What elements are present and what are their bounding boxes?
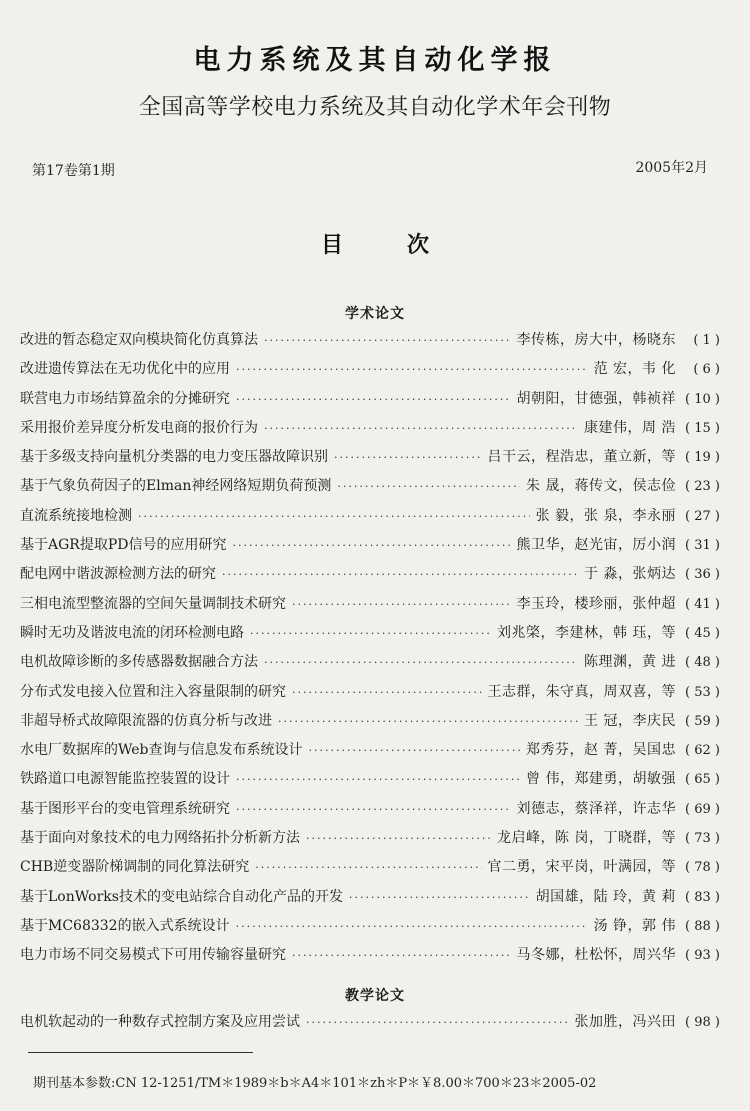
toc-entry-title: CHB逆变器阶梯调制的同化算法研究 [20, 859, 250, 876]
toc-entry[interactable] [20, 385, 720, 414]
toc-entry-title: 基于AGR提取PD信号的应用研究 [20, 537, 227, 554]
toc-entry[interactable] [20, 326, 720, 355]
dot-leader [309, 736, 521, 765]
toc-entry-page: ( 98 ) [685, 1015, 720, 1030]
toc-entry[interactable] [20, 619, 720, 648]
toc-entry-authors: 汤 铮，郭 伟 [593, 917, 676, 934]
toc-entry[interactable] [20, 707, 720, 736]
toc-entry-title: 基于气象负荷因子的Elman神经网络短期负荷预测 [20, 478, 332, 495]
toc-entry-authors: 熊卫华，赵光宙，厉小润 [516, 537, 676, 554]
toc-entry-authors: 范 宏，韦 化 [593, 361, 676, 378]
toc-entry-page: ( 10 ) [685, 391, 720, 407]
toc-entry-page: ( 53 ) [685, 684, 720, 700]
section-heading-academic: 学术论文 [345, 306, 405, 322]
toc-entry-authors: 官二勇，宋平岗，叶满园，等 [487, 859, 676, 876]
toc-entry-page: ( 31 ) [685, 538, 720, 554]
toc-entry[interactable] [20, 502, 720, 531]
toc-entry[interactable] [20, 590, 720, 619]
toc-entry-authors: 于 淼，张炳达 [584, 566, 676, 583]
toc-entry-authors: 刘德志，蔡泽祥，许志华 [516, 800, 676, 817]
toc-entry-title: 基于图形平台的变电管理系统研究 [20, 800, 230, 817]
toc-entry-authors: 曾 伟，郑建勇，胡敏强 [526, 771, 676, 788]
dot-leader [337, 472, 520, 501]
toc-list-academic [20, 326, 720, 971]
toc-entry[interactable] [20, 648, 720, 677]
toc-entry-title: 电力市场不同交易模式下可用传输容量研究 [20, 947, 286, 964]
toc-entry[interactable] [20, 941, 720, 970]
toc-entry-title: 铁路道口电源智能监控装置的设计 [20, 771, 230, 788]
toc-entry[interactable] [20, 853, 720, 882]
dot-leader [292, 590, 511, 619]
toc-entry-title: 电机软起动的一种数存式控制方案及应用尝试 [20, 1014, 300, 1030]
toc-list-teaching [20, 1008, 720, 1037]
dot-leader [236, 385, 511, 414]
toc-entry-authors: 胡国雄，陆 玲，黄 莉 [535, 888, 676, 905]
toc-entry-authors: 李传栋，房大中，杨晓东 [516, 332, 676, 348]
toc-entry-authors: 张加胜，冯兴田 [574, 1014, 676, 1030]
toc-entry-page: ( 93 ) [685, 948, 720, 964]
toc-entry-title: 电机故障诊断的多传感器数据融合方法 [20, 654, 258, 671]
toc-entry-page: ( 36 ) [685, 567, 720, 583]
dot-leader [292, 678, 482, 707]
dot-leader [264, 648, 578, 677]
toc-entry-page: ( 83 ) [685, 889, 720, 905]
toc-entry-title: 分布式发电接入位置和注入容量限制的研究 [20, 683, 286, 700]
toc-entry-page: ( 15 ) [685, 420, 720, 436]
toc-entry-title: 基于MC68332的嵌入式系统设计 [20, 917, 230, 934]
toc-entry[interactable] [20, 736, 720, 765]
toc-entry-authors: 王志群，朱守真，周双喜，等 [487, 683, 676, 700]
toc-entry-authors: 李玉玲，楼珍丽，张仲超 [516, 595, 676, 612]
toc-entry-authors: 陈理渊，黄 进 [584, 654, 676, 671]
toc-entry[interactable] [20, 531, 720, 560]
toc-entry[interactable] [20, 355, 720, 384]
toc-entry-authors: 马冬娜，杜松怀，周兴华 [516, 947, 676, 964]
dot-leader [236, 765, 520, 794]
toc-entry-page: ( 78 ) [685, 860, 720, 876]
journal-title: 电力系统及其自动化学报 [193, 45, 557, 76]
section-heading-teaching: 教学论文 [345, 988, 405, 1004]
toc-entry-authors: 朱 晟，蒋传文，侯志俭 [526, 478, 676, 495]
toc-entry-page: ( 27 ) [685, 508, 720, 524]
dot-leader [349, 883, 530, 912]
toc-entry-page: ( 69 ) [685, 801, 720, 817]
toc-entry-title: 改进遗传算法在无功优化中的应用 [20, 361, 230, 378]
dot-leader [236, 795, 511, 824]
toc-entry-page: ( 48 ) [685, 655, 720, 671]
toc-entry-title: 基于LonWorks技术的变电站综合自动化产品的开发 [20, 888, 343, 905]
toc-entry-authors: 龙启峰，陈 岗，丁晓群，等 [497, 830, 676, 847]
toc-entry[interactable] [20, 678, 720, 707]
issue-date: 2005年2月 [635, 160, 708, 176]
dot-leader [306, 824, 491, 853]
toc-entry[interactable] [20, 883, 720, 912]
toc-entry-page: ( 41 ) [685, 596, 720, 612]
toc-entry-title: 改进的暂态稳定双向模块简化仿真算法 [20, 332, 258, 348]
toc-entry[interactable] [20, 414, 720, 443]
dot-leader [306, 1008, 569, 1037]
toc-entry-page: ( 88 ) [685, 918, 720, 934]
toc-title: 目次 [320, 232, 493, 258]
toc-entry-page: ( 23 ) [685, 479, 720, 495]
toc-entry-authors: 刘兆棨，李建林，韩 珏，等 [497, 624, 676, 641]
toc-entry-authors: 吕干云，程浩忠，董立新，等 [487, 449, 676, 466]
toc-entry[interactable] [20, 560, 720, 589]
dot-leader [236, 355, 588, 384]
toc-entry-title: 联营电力市场结算盈余的分摊研究 [20, 390, 230, 407]
toc-entry-page: ( 6 ) [693, 362, 720, 378]
toc-entry-authors: 康建伟，周 浩 [584, 419, 676, 436]
toc-entry-title: 直流系统接地检测 [20, 507, 132, 524]
dot-leader [334, 443, 482, 472]
journal-parameters: 期刊基本参数:CN 12-1251/TM＊1989＊b＊A4＊101＊zh＊P＊￥8.00＊700＊23＊2005-02 [33, 1076, 597, 1091]
toc-entry[interactable] [20, 443, 720, 472]
toc-entry-title: 非超导桥式故障限流器的仿真分析与改进 [20, 712, 272, 729]
toc-entry-title: 水电厂数据库的Web查询与信息发布系统设计 [20, 742, 303, 759]
toc-entry-page: ( 62 ) [685, 743, 720, 759]
toc-entry-page: ( 1 ) [693, 333, 720, 348]
toc-entry-title: 基于面向对象技术的电力网络拓扑分析新方法 [20, 830, 300, 847]
toc-entry[interactable] [20, 765, 720, 794]
toc-entry[interactable] [20, 1008, 720, 1037]
toc-entry-authors: 胡朝阳，甘德强，韩祯祥 [516, 390, 676, 407]
toc-entry[interactable] [20, 824, 720, 853]
footer-divider [28, 1052, 253, 1053]
toc-entry-authors: 郑秀芬，赵 菁，吴国忠 [526, 742, 676, 759]
dot-leader [222, 560, 578, 589]
dot-leader [236, 912, 588, 941]
toc-entry-title: 采用报价差异度分析发电商的报价行为 [20, 419, 258, 436]
dot-leader [250, 619, 491, 648]
dot-leader [138, 502, 530, 531]
journal-subtitle: 全国高等学校电力系统及其自动化学术年会刊物 [138, 95, 612, 120]
dot-leader [278, 707, 578, 736]
toc-entry-authors: 张 毅，张 泉，李永丽 [535, 507, 676, 524]
toc-entry-page: ( 73 ) [685, 831, 720, 847]
toc-entry-title: 瞬时无功及谐波电流的闭环检测电路 [20, 624, 244, 641]
dot-leader [255, 853, 481, 882]
dot-leader [292, 941, 511, 970]
toc-entry-authors: 王 冠，李庆民 [584, 712, 676, 729]
toc-entry-page: ( 45 ) [685, 625, 720, 641]
toc-entry-title: 配电网中谐波源检测方法的研究 [20, 566, 216, 583]
toc-entry[interactable] [20, 472, 720, 501]
toc-entry[interactable] [20, 912, 720, 941]
issue-label: 第17卷第1期 [32, 163, 115, 179]
toc-entry-page: ( 59 ) [685, 713, 720, 729]
toc-entry-page: ( 65 ) [685, 772, 720, 788]
toc-entry-title: 基于多级支持向量机分类器的电力变压器故障识别 [20, 449, 328, 466]
dot-leader [232, 531, 510, 560]
toc-entry-page: ( 19 ) [685, 450, 720, 466]
dot-leader [264, 414, 578, 443]
toc-entry[interactable] [20, 795, 720, 824]
toc-entry-title: 三相电流型整流器的空间矢量调制技术研究 [20, 595, 286, 612]
dot-leader [264, 326, 511, 355]
